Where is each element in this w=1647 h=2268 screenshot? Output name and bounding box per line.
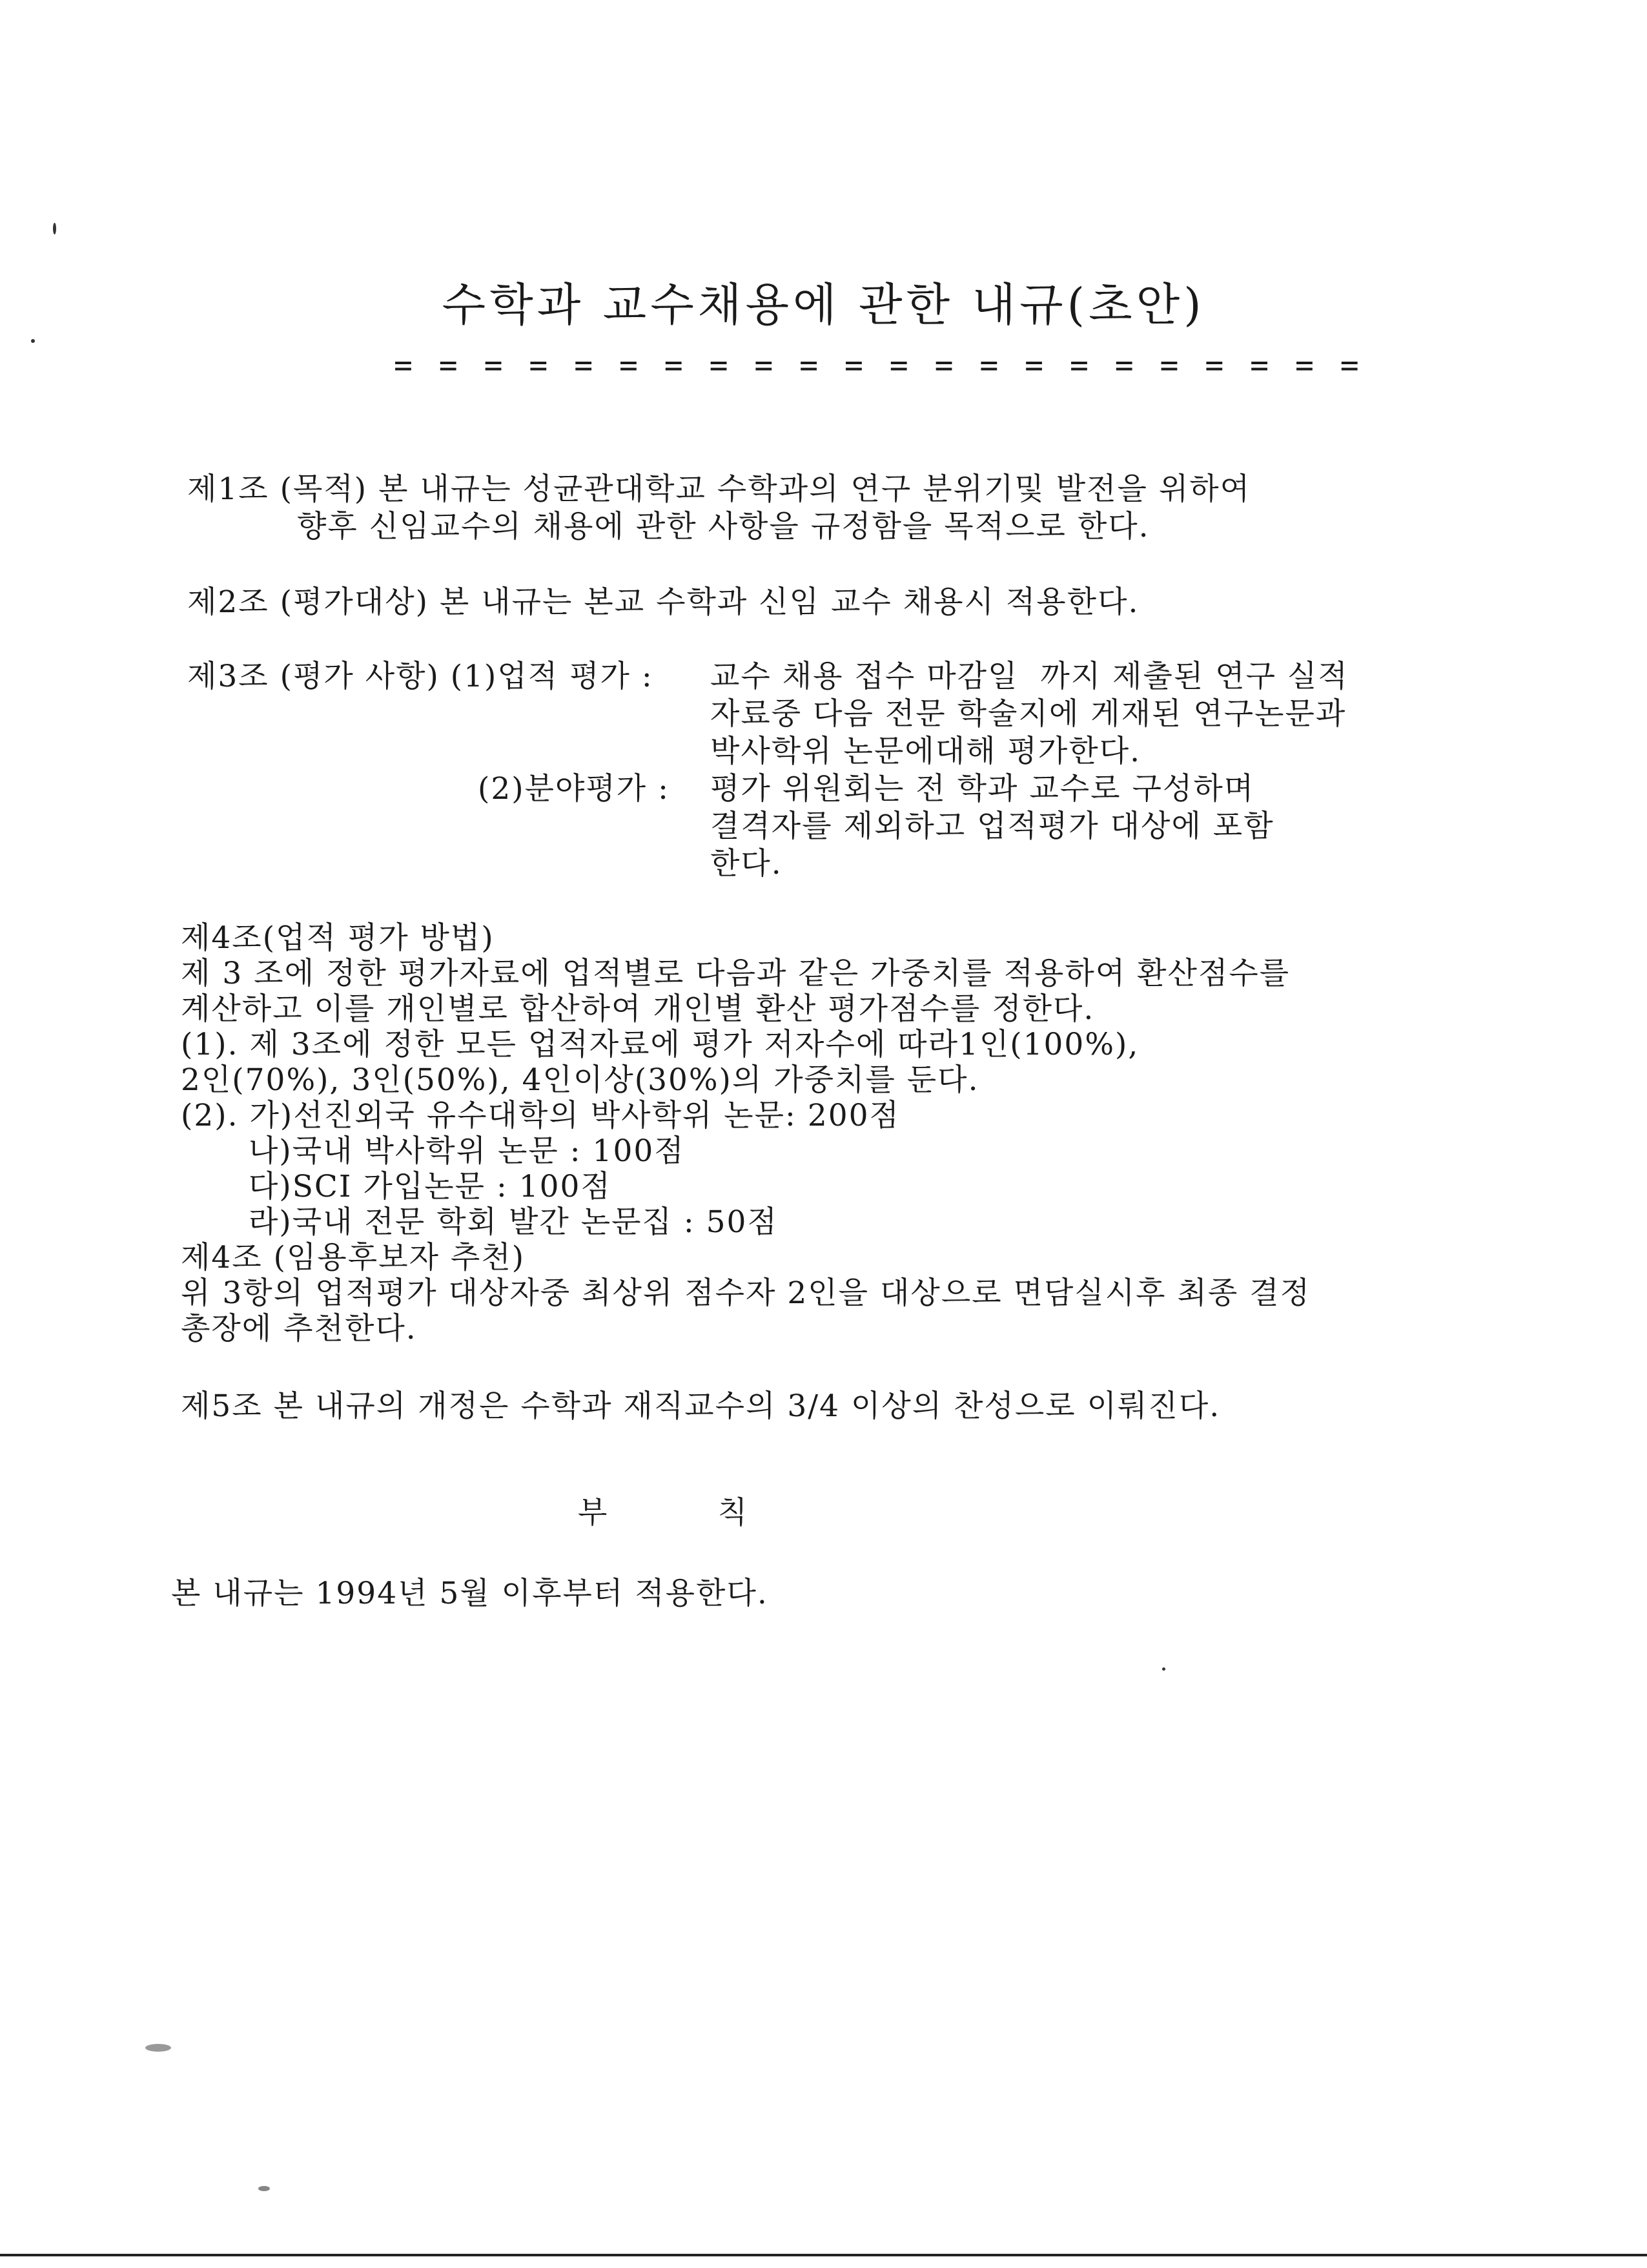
article-4-line-2: 계산하고 이를 개인별로 합산하여 개인별 환산 평가점수를 정한다. [181, 991, 1095, 1027]
article-4b-line-1: 위 3항의 업적평가 대상자중 최상위 점수자 2인을 대상으로 면담실시후 최종 결정 [181, 1275, 1311, 1311]
article-3-item-1-line-3: 박사학위 논문에대해 평가한다. [710, 734, 1141, 769]
scan-speck [1162, 1667, 1165, 1671]
bottom-border-line [0, 2254, 1647, 2256]
article-3-item-2-line-3: 한다. [710, 846, 783, 881]
article-4-sub-item-2: 다)SCI 가입논문 : 100점 [249, 1169, 611, 1204]
article-3-item-2-line-1: 평가 위원회는 전 학과 교수로 구성하며 [710, 771, 1255, 807]
title-underline: = = = = = = = = = = = = = = = = = = = = = = [394, 347, 1363, 384]
article-5: 제5조 본 내규의 개정은 수학과 재직교수의 3/4 이상의 찬성으로 이뤄진다. [181, 1388, 1221, 1424]
scan-speck [145, 2044, 171, 2052]
scan-speck [258, 2186, 270, 2191]
article-4b-line-2: 총장에 추천한다. [181, 1311, 417, 1346]
article-3-item-1-line-1: 교수 채용 접수 마감일 까지 제출된 연구 실적 [710, 659, 1349, 694]
article-4-line-4: 2인(70%), 3인(50%), 4인이상(30%)의 가중치를 둔다. [181, 1062, 979, 1098]
scan-speck [53, 223, 56, 234]
article-3-item-1-line-2: 자료중 다음 전문 학술지에 게재된 연구논문과 [710, 696, 1347, 732]
article-3-heading: 제3조 (평가 사항) (1)업적 평가 : [187, 659, 653, 694]
appendix-heading: 부 칙 [578, 1495, 749, 1531]
article-3-item-2-line-2: 결격자를 제외하고 업적평가 대상에 포함 [710, 809, 1274, 844]
appendix-text: 본 내규는 1994년 5월 이후부터 적용한다. [171, 1576, 768, 1611]
article-4-line-1: 제 3 조에 정한 평가자료에 업적별로 다음과 같은 가중치를 적용하여 환산점수를 [181, 956, 1291, 991]
document-title: 수학과 교수채용에 관한 내규(초안) [442, 278, 1205, 331]
article-4-sub-item-1: 나)국내 박사학위 논문 : 100점 [249, 1133, 685, 1169]
article-1-line-2: 향후 신임교수의 채용에 관한 사항을 규정함을 목적으로 한다. [297, 509, 1150, 544]
article-3-item-2-label: (2)분야평가 : [478, 771, 670, 807]
article-4-heading: 제4조(업적 평가 방법) [181, 920, 495, 956]
article-4-line-3: (1). 제 3조에 정한 모든 업적자료에 평가 저자수에 따라1인(100%), [181, 1027, 1140, 1062]
article-4-line-5: (2). 가)선진외국 유수대학의 박사학위 논문: 200점 [181, 1098, 900, 1133]
article-4b-heading: 제4조 (임용후보자 추천) [181, 1240, 526, 1275]
article-1-line-1: 제1조 (목적) 본 내규는 성균관대학교 수학과의 연구 분위기및 발전을 위하여 [187, 471, 1251, 507]
article-4-sub-item-3: 라)국내 전문 학회 발간 논문집 : 50점 [249, 1204, 778, 1240]
article-2: 제2조 (평가대상) 본 내규는 본교 수학과 신임 교수 채용시 적용한다. [187, 584, 1140, 620]
scan-speck [31, 339, 35, 343]
